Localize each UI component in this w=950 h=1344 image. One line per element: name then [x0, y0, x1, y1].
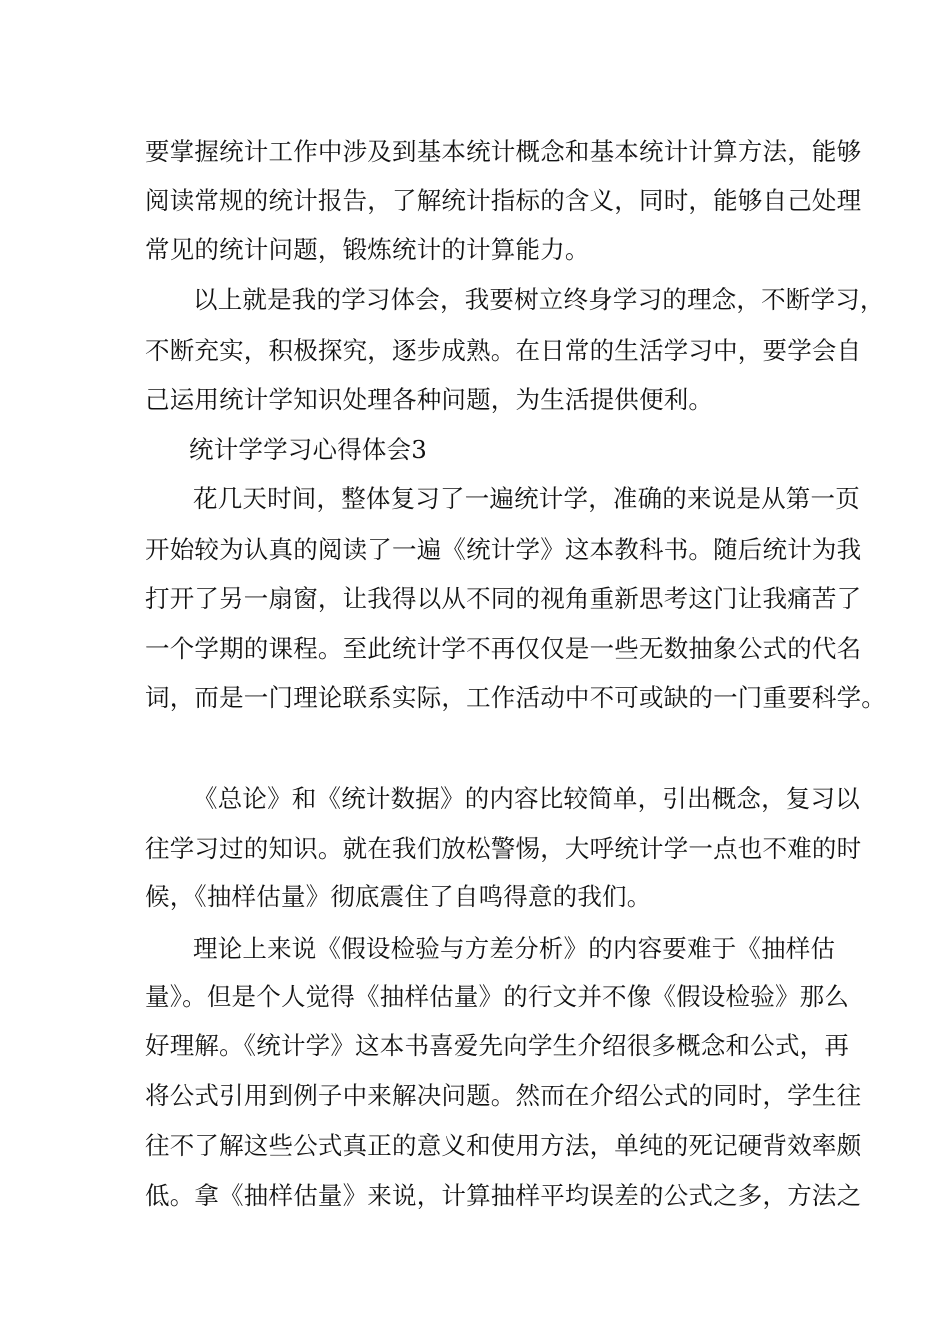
paragraph-line: 往学习过的知识。就在我们放松警惕，大呼统计学一点也不难的时 [145, 834, 862, 863]
paragraph-line: 量》。但是个人觉得《抽样估量》的行文并不像《假设检验》那么 [145, 982, 850, 1011]
paragraph-line: 常见的统计问题，锻炼统计的计算能力。 [145, 235, 590, 264]
paragraph-line: 要掌握统计工作中涉及到基本统计概念和基本统计计算方法，能够 [145, 137, 862, 166]
paragraph-line: 花几天时间，整体复习了一遍统计学，准确的来说是从第一页 [193, 484, 860, 513]
paragraph-line: 低。拿《抽样估量》来说，计算抽样平均误差的公式之多，方法之 [145, 1181, 862, 1210]
paragraph-line: 一个学期的课程。至此统计学不再仅仅是一些无数抽象公式的代名 [145, 634, 862, 663]
paragraph-line: 《总论》和《统计数据》的内容比较简单，引出概念，复习以 [193, 784, 860, 813]
paragraph-line: 开始较为认真的阅读了一遍《统计学》这本教科书。随后统计为我 [145, 535, 862, 564]
paragraph-line: 阅读常规的统计报告，了解统计指标的含义，同时，能够自己处理 [145, 186, 862, 215]
section-heading: 统计学学习心得体会3 [189, 435, 428, 464]
paragraph-line: 词，而是一门理论联系实际，工作活动中不可或缺的一门重要科学。 [145, 683, 886, 712]
paragraph-line: 将公式引用到例子中来解决问题。然而在介绍公式的同时，学生往 [145, 1081, 862, 1110]
paragraph-line: 打开了另一扇窗，让我得以从不同的视角重新思考这门让我痛苦了 [145, 584, 862, 613]
paragraph-line: 候，《抽样估量》彻底震住了自鸣得意的我们。 [145, 882, 652, 911]
paragraph-line: 好理解。《统计学》这本书喜爱先向学生介绍很多概念和公式，再 [145, 1031, 850, 1060]
paragraph-line: 以上就是我的学习体会，我要树立终身学习的理念，不断学习， [193, 285, 885, 314]
paragraph-line: 理论上来说《假设检验与方差分析》的内容要难于《抽样估 [193, 934, 836, 963]
paragraph-line: 往不了解这些公式真正的意义和使用方法，单纯的死记硬背效率颇 [145, 1131, 862, 1160]
paragraph-line: 不断充实，积极探究，逐步成熟。在日常的生活学习中，要学会自 [145, 336, 862, 365]
paragraph-line: 己运用统计学知识处理各种问题，为生活提供便利。 [145, 385, 714, 414]
